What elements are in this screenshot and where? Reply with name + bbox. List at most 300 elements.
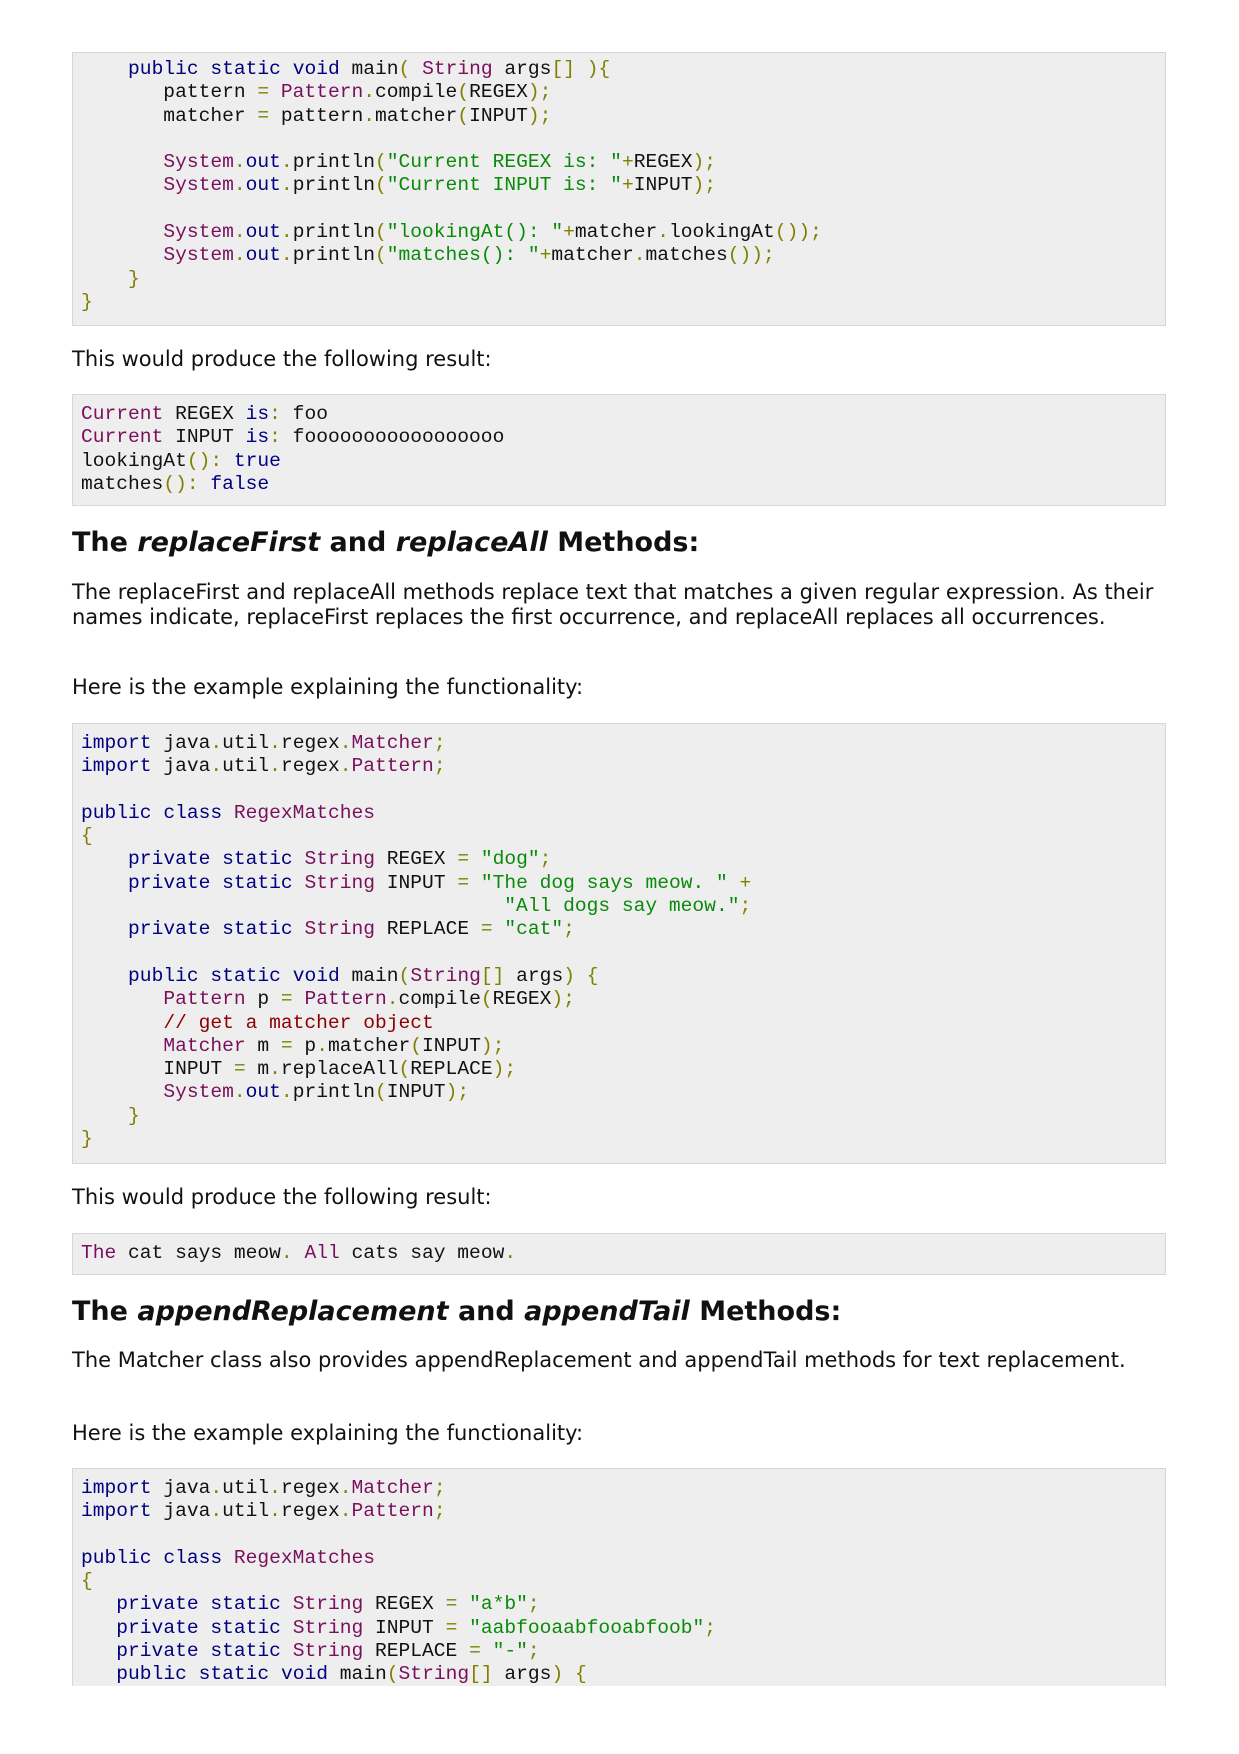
code-token: regex	[280, 732, 340, 754]
code-token: .	[280, 174, 293, 197]
code-token: {	[586, 964, 599, 987]
code-token: .	[280, 221, 293, 244]
code-token: )	[551, 1663, 564, 1686]
code-token: (	[410, 1034, 423, 1057]
code-line	[81, 988, 1157, 1011]
code-token	[199, 1617, 211, 1639]
code-token: pattern	[81, 81, 258, 104]
code-token: (	[375, 1081, 387, 1104]
code-line	[81, 1058, 1157, 1081]
code-token	[81, 1012, 163, 1034]
code-token: void	[292, 964, 340, 987]
code-token	[481, 1640, 493, 1662]
code-token: Pattern	[351, 1500, 434, 1523]
code-token: ;	[739, 895, 752, 918]
code-token	[563, 1663, 575, 1685]
code-token: public	[81, 1546, 152, 1569]
code-token	[457, 1617, 469, 1639]
code-token: private	[128, 848, 211, 871]
code-token: out	[245, 244, 281, 267]
code-token: );	[445, 1081, 470, 1104]
code-line	[81, 1500, 1157, 1523]
code-token: util	[222, 732, 270, 754]
code-line	[81, 450, 1157, 473]
code-token: compile	[398, 988, 481, 1011]
append-description: The Matcher class also provides appendReplacement and appendTail methods for text replacement.	[72, 1348, 1126, 1372]
code-block-append-example	[72, 1468, 1166, 1686]
code-token	[293, 988, 305, 1010]
code-token: {	[598, 58, 611, 80]
code-token: (	[386, 1663, 399, 1686]
code-token: INPUT	[633, 174, 693, 197]
code-line	[81, 1570, 1157, 1593]
code-line	[81, 918, 1157, 941]
code-line	[81, 151, 1157, 174]
code-line	[81, 802, 1157, 825]
code-token: =	[457, 871, 470, 894]
example-intro-2: Here is the example explaining the functionality:	[72, 1421, 584, 1445]
code-token: private	[128, 918, 211, 941]
code-token	[457, 1593, 469, 1615]
code-line	[81, 198, 1157, 221]
code-token: (	[375, 151, 387, 174]
code-token: regex	[280, 1500, 340, 1523]
code-token: Current	[81, 426, 164, 449]
code-token: .	[280, 244, 293, 267]
code-token: cat says meow	[116, 1242, 281, 1264]
code-token: lookingAt	[668, 221, 775, 244]
code-token: .	[280, 1081, 293, 1104]
code-token	[81, 268, 128, 290]
code-token: java	[151, 732, 211, 754]
code-token: String	[292, 1616, 364, 1639]
code-token: regex	[280, 755, 340, 778]
code-token: false	[210, 472, 270, 495]
code-token: +	[539, 244, 552, 267]
code-token: }	[81, 1128, 93, 1151]
code-line	[81, 1105, 1157, 1128]
code-token: m	[245, 1034, 281, 1057]
code-token: REPLACE	[375, 918, 481, 941]
code-token: String	[304, 871, 376, 894]
code-token: (	[398, 1058, 411, 1081]
code-token: REPLACE	[363, 1640, 470, 1663]
code-block-replace-example	[72, 723, 1166, 1164]
code-token: =	[457, 848, 470, 871]
code-token: out	[245, 221, 281, 244]
code-token: matcher	[551, 244, 634, 267]
code-token: (	[398, 964, 411, 987]
code-token: // get a matcher object	[163, 1011, 434, 1034]
code-token	[81, 1081, 163, 1103]
code-token: (	[457, 104, 470, 127]
code-token: static	[210, 58, 281, 80]
code-line	[81, 1477, 1157, 1500]
code-token: {	[81, 825, 93, 848]
code-token	[469, 848, 481, 870]
code-token: String	[292, 1640, 364, 1663]
code-token	[81, 174, 163, 196]
code-token: println	[292, 174, 375, 197]
code-token: out	[245, 151, 281, 174]
code-token: ;	[527, 1593, 540, 1616]
code-token	[281, 1593, 293, 1615]
code-line	[81, 1081, 1157, 1104]
code-token: .	[233, 151, 246, 174]
code-token: :	[269, 403, 281, 425]
code-token: void	[292, 58, 340, 80]
code-token: println	[292, 221, 375, 244]
code-token: import	[81, 1500, 152, 1523]
code-line	[81, 105, 1157, 128]
code-line	[81, 942, 1157, 965]
code-token: INPUT	[375, 871, 458, 894]
code-token: String	[398, 1663, 470, 1686]
code-token: =	[480, 918, 493, 941]
code-token: All	[304, 1242, 340, 1264]
code-line	[81, 426, 1157, 449]
code-token: );	[492, 1058, 517, 1081]
code-token: );	[692, 174, 717, 197]
code-token: System	[163, 221, 234, 244]
code-token: String	[304, 848, 376, 871]
code-line	[81, 825, 1157, 848]
code-token: REGEX	[163, 403, 246, 425]
code-token: }	[81, 290, 93, 313]
code-token: =	[469, 1640, 481, 1663]
code-token: Pattern	[163, 988, 246, 1011]
code-token	[199, 1593, 211, 1615]
code-token: "The dog says meow. "	[480, 871, 728, 894]
code-token	[81, 1663, 116, 1685]
code-token	[81, 58, 128, 80]
code-token: static	[198, 1663, 270, 1686]
code-token: class	[163, 1546, 223, 1569]
code-token: main	[339, 964, 399, 987]
code-token: The	[81, 1242, 117, 1264]
code-token	[199, 473, 211, 495]
code-token: Pattern	[304, 988, 387, 1011]
code-token: System	[163, 174, 234, 197]
code-token: }	[128, 267, 140, 290]
code-token: "dog"	[480, 848, 540, 871]
code-line	[81, 965, 1157, 988]
code-token: private	[116, 1640, 199, 1663]
code-line	[81, 732, 1157, 755]
code-token: .	[316, 1034, 328, 1057]
code-token: Matcher	[351, 1477, 434, 1499]
code-token: .	[339, 1500, 352, 1523]
code-token: +	[621, 151, 634, 174]
code-line	[81, 872, 1157, 895]
code-block-main-method	[72, 52, 1166, 326]
code-token: =	[233, 1058, 246, 1081]
code-token: args	[492, 1663, 552, 1686]
code-token	[81, 895, 504, 917]
code-line	[81, 1593, 1157, 1616]
code-token: System	[163, 1081, 234, 1104]
code-token: cats say meow	[339, 1242, 505, 1264]
code-token: :	[269, 426, 281, 449]
code-line	[81, 1663, 1157, 1686]
code-line	[81, 1547, 1157, 1570]
code-token: lookingAt	[81, 449, 187, 472]
code-token: fooooooooooooooooo	[280, 426, 505, 449]
code-token: static	[210, 1593, 281, 1616]
code-token: Matcher	[351, 732, 434, 754]
code-token: matcher	[374, 104, 458, 127]
code-line	[81, 1617, 1157, 1640]
code-token: .	[233, 174, 246, 197]
code-token: println	[292, 151, 375, 174]
code-token	[281, 1617, 293, 1639]
code-token	[222, 450, 234, 472]
code-token: ;	[704, 1616, 717, 1639]
code-token	[293, 872, 305, 894]
code-token	[281, 58, 293, 80]
code-token	[81, 1035, 163, 1057]
code-line	[81, 244, 1157, 267]
code-token: ;	[433, 1500, 446, 1523]
code-token: private	[116, 1593, 199, 1616]
code-token: .	[339, 1477, 352, 1499]
code-token: out	[245, 174, 281, 197]
code-token: ():	[186, 449, 223, 472]
code-token	[81, 221, 163, 243]
code-token	[81, 848, 128, 870]
code-token	[210, 848, 222, 870]
code-token: .	[269, 732, 281, 754]
code-token: regex	[280, 1477, 340, 1499]
code-token: .	[504, 1242, 517, 1264]
code-token: "Current REGEX is: "	[386, 151, 622, 174]
code-token: String	[304, 918, 376, 941]
code-token: "matches(): "	[386, 244, 540, 267]
code-token	[210, 872, 222, 894]
code-token: foo	[280, 403, 328, 425]
code-token: ():	[163, 472, 199, 495]
code-token	[81, 965, 128, 987]
code-token	[81, 988, 163, 1010]
code-token: );	[527, 104, 552, 127]
code-token: []	[469, 1663, 493, 1686]
code-token	[187, 1663, 199, 1685]
code-token: .	[233, 221, 246, 244]
code-token	[575, 965, 587, 987]
code-token: .	[363, 104, 375, 127]
code-token	[199, 1640, 211, 1662]
code-token: m	[245, 1058, 270, 1081]
code-token: Pattern	[280, 81, 364, 104]
code-token: Pattern	[351, 755, 434, 778]
code-token: p	[245, 988, 281, 1011]
code-token: static	[210, 1640, 281, 1663]
code-token: =	[445, 1616, 458, 1639]
code-token: INPUT	[81, 1058, 234, 1081]
code-line	[81, 174, 1157, 197]
code-token	[152, 1547, 164, 1569]
code-token	[269, 81, 281, 103]
code-token: static	[210, 964, 281, 987]
code-token: println	[292, 1081, 375, 1104]
code-token: args	[504, 964, 564, 987]
code-token: REPLACE	[410, 1058, 493, 1081]
code-token: compile	[374, 81, 458, 104]
code-token: ;	[539, 848, 552, 871]
code-token: String	[292, 1593, 364, 1616]
code-token: ;	[433, 1477, 446, 1499]
code-token: public	[81, 801, 152, 824]
code-token: REGEX	[469, 81, 528, 104]
code-token: "aabfooaabfooabfoob"	[469, 1616, 705, 1639]
code-token: util	[222, 1477, 270, 1499]
code-token: +	[739, 871, 752, 894]
code-token	[493, 918, 505, 940]
code-token: "cat"	[504, 918, 564, 941]
code-token: String	[422, 58, 493, 80]
code-token: RegexMatches	[233, 801, 375, 824]
code-token	[410, 58, 422, 80]
code-token: System	[163, 244, 234, 267]
code-token: {	[574, 1663, 587, 1686]
output-block-2	[72, 1233, 1166, 1275]
code-token: "Current INPUT is: "	[386, 174, 622, 197]
code-token	[269, 1663, 281, 1685]
code-token: java	[151, 1477, 211, 1499]
code-token: p	[292, 1034, 317, 1057]
code-token: "lookingAt(): "	[386, 221, 564, 244]
code-token: .	[269, 1058, 281, 1081]
code-token: Current	[81, 403, 164, 425]
code-token: =	[280, 988, 293, 1011]
code-token: void	[280, 1663, 328, 1686]
code-token: is	[245, 426, 270, 449]
code-line	[81, 221, 1157, 244]
code-token: static	[222, 848, 293, 871]
code-token: static	[222, 871, 293, 894]
code-token: import	[81, 732, 152, 754]
code-line	[81, 848, 1157, 871]
code-token	[293, 848, 305, 870]
code-token: main	[327, 1663, 387, 1686]
code-token: .	[269, 1477, 281, 1499]
code-token: .	[280, 151, 293, 174]
code-token: []	[480, 964, 505, 987]
code-token: args	[492, 58, 552, 80]
code-token: RegexMatches	[233, 1546, 375, 1569]
code-token: REGEX	[633, 151, 693, 174]
code-token: public	[116, 1663, 187, 1686]
result-intro-1: This would produce the following result:	[72, 347, 492, 371]
code-token: +	[563, 221, 575, 244]
code-line	[81, 1242, 1157, 1265]
result-intro-2: This would produce the following result:	[72, 1185, 492, 1209]
code-token: .	[233, 244, 246, 267]
code-token: .	[386, 988, 399, 1011]
code-token: Matcher	[163, 1034, 246, 1057]
code-token: replaceAll	[280, 1058, 399, 1081]
code-token: []	[551, 58, 575, 80]
code-line	[81, 755, 1157, 778]
code-token: println	[292, 244, 375, 267]
code-token	[199, 965, 211, 987]
code-token: matches	[645, 244, 728, 267]
code-token: .	[657, 221, 669, 244]
code-token: static	[210, 1616, 281, 1639]
code-token: )	[586, 58, 599, 80]
code-token	[210, 918, 222, 940]
code-token: pattern	[269, 104, 364, 127]
code-token: +	[621, 174, 634, 197]
code-token: java	[151, 1500, 211, 1523]
code-token	[81, 1640, 116, 1662]
code-token: import	[81, 1477, 152, 1499]
code-line	[81, 895, 1157, 918]
code-token	[281, 1640, 293, 1662]
code-token: REGEX	[363, 1593, 446, 1616]
code-token: ());	[727, 244, 775, 267]
code-token: INPUT	[422, 1034, 481, 1057]
code-line	[81, 1012, 1157, 1035]
code-token	[575, 58, 587, 80]
code-token	[81, 1617, 116, 1639]
code-token: (	[375, 221, 387, 244]
code-token: (	[480, 988, 493, 1011]
code-token: public	[128, 964, 199, 987]
code-token: REGEX	[375, 848, 458, 871]
code-token: matcher	[574, 221, 658, 244]
code-token: INPUT	[163, 426, 246, 449]
code-token: java	[151, 755, 211, 778]
code-token	[222, 802, 234, 824]
code-token: util	[222, 755, 270, 778]
code-line	[81, 1640, 1157, 1663]
code-token: {	[81, 1570, 93, 1593]
code-token: INPUT	[363, 1616, 446, 1639]
code-token: matcher	[327, 1034, 411, 1057]
code-token: .	[210, 1500, 223, 1523]
code-line	[81, 58, 1157, 81]
code-token: );	[480, 1034, 505, 1057]
code-token	[81, 1593, 116, 1615]
code-token: ());	[774, 221, 822, 244]
code-token: INPUT	[386, 1081, 446, 1104]
code-token: )	[563, 964, 575, 987]
code-token	[199, 58, 211, 80]
code-token: "-"	[492, 1640, 528, 1663]
code-token: .	[269, 1500, 281, 1523]
code-token	[728, 872, 740, 894]
code-line	[81, 1035, 1157, 1058]
code-line	[81, 268, 1157, 291]
code-token: .	[233, 1081, 246, 1104]
code-token: private	[128, 871, 211, 894]
code-token: util	[222, 1500, 270, 1523]
code-token: =	[445, 1593, 458, 1616]
code-token: );	[551, 988, 575, 1011]
section-heading-replace: The replaceFirst and replaceAll Methods:	[72, 527, 700, 558]
code-line	[81, 473, 1157, 496]
code-token: (	[375, 244, 387, 267]
code-token: "All dogs say meow."	[504, 895, 740, 918]
code-line	[81, 1524, 1157, 1547]
code-token: "a*b"	[469, 1593, 528, 1616]
code-token: ;	[563, 918, 575, 941]
code-line	[81, 1128, 1157, 1151]
code-token: REGEX	[492, 988, 552, 1011]
code-line	[81, 779, 1157, 802]
code-token: main	[339, 58, 399, 80]
